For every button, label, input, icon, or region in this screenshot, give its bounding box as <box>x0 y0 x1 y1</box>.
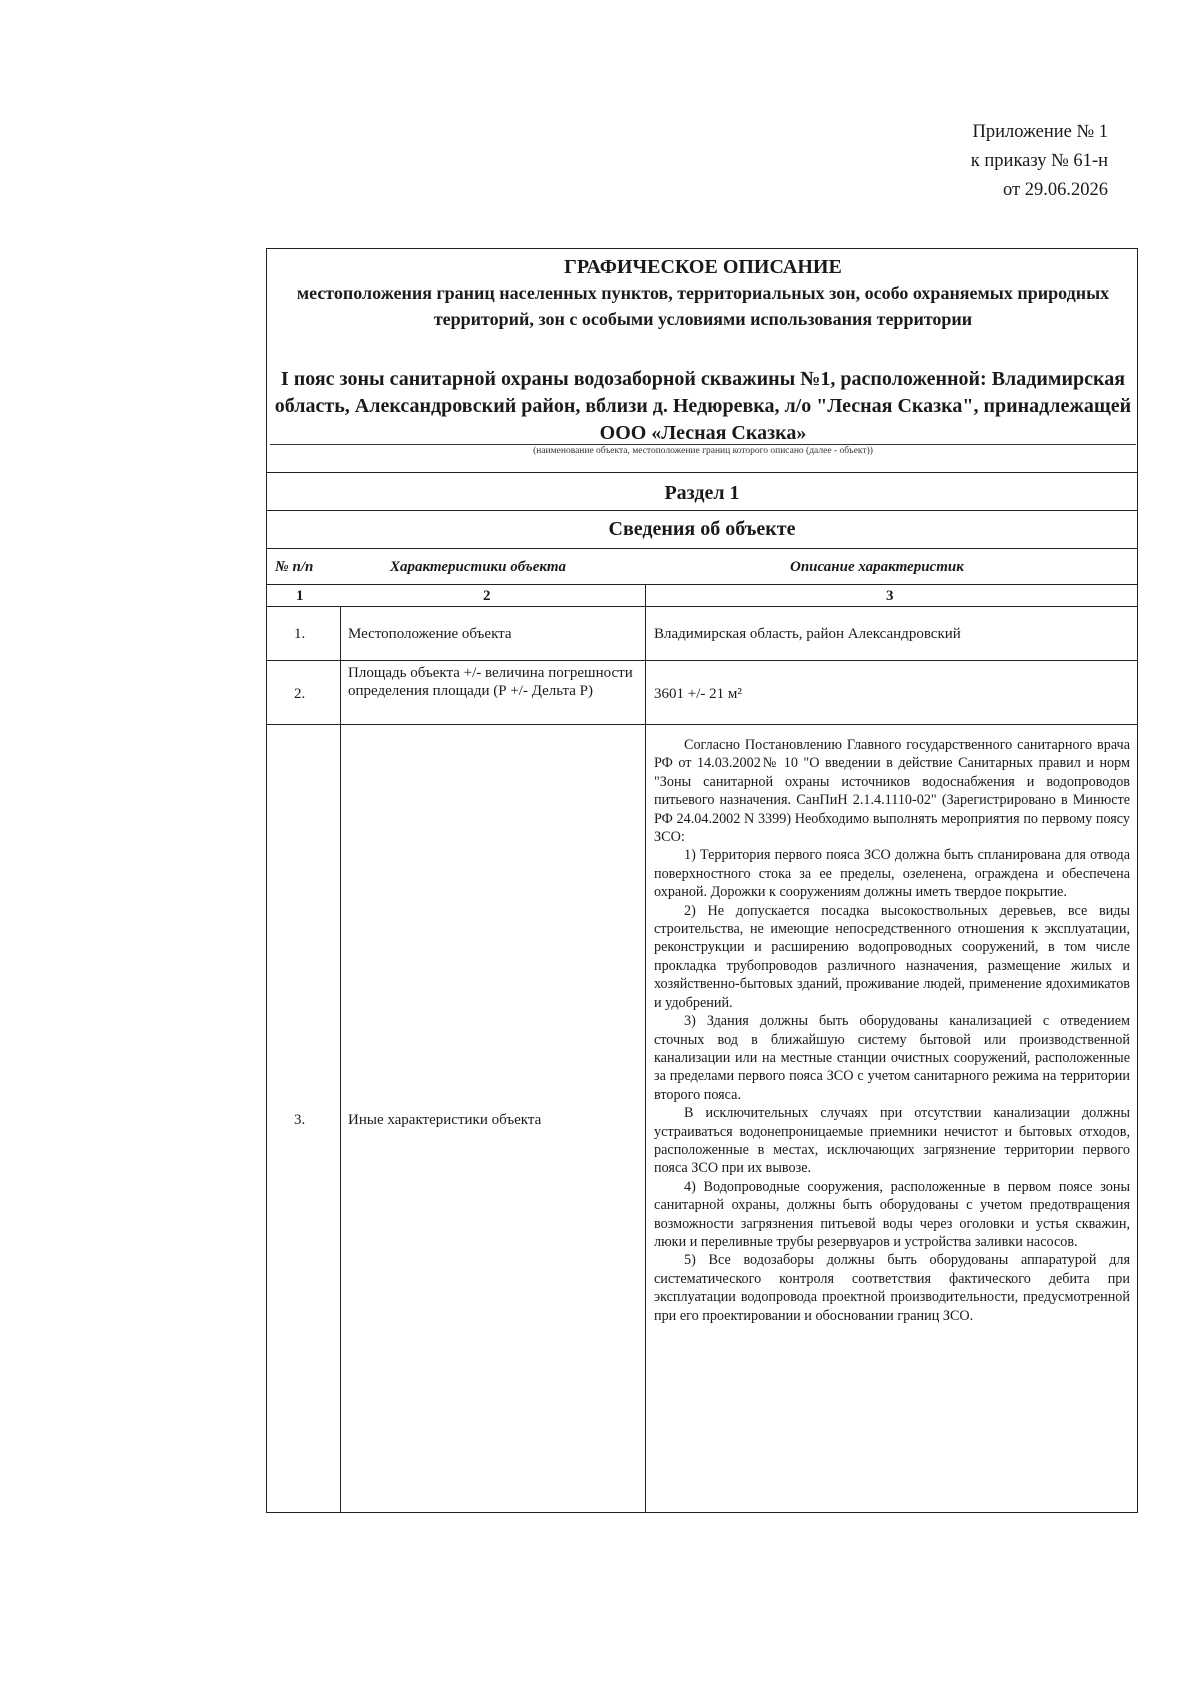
col-number-1: 1 <box>296 588 304 604</box>
col-header-characteristic: Характеристики объекта <box>390 559 566 575</box>
row-3-number: 3. <box>294 1112 306 1128</box>
col-header-description: Описание характеристик <box>790 559 964 575</box>
description-paragraph: 2) Не допускается посадка высокоствольных деревьев, все виды строительства, не имеющие непосредственного отношения к эксплуатации, реконструкции и расширению водопроводных сооружений, в том числе прокладка трубопроводов различного назначения, размещение жилых и хозяйственно-бытовых зданий, проживание людей, применение ядохимикатов и удобрений. <box>654 902 1130 1011</box>
section-subtitle: Сведения об объекте <box>608 518 796 540</box>
object-caption: (наименование объекта, местоположение границ которого описано (далее - объект)) <box>270 444 1136 456</box>
row-2-characteristic: Площадь объекта +/- величина погрешности определения площади (Р +/- Дельта Р) <box>348 665 633 699</box>
description-paragraph: 1) Территория первого пояса ЗСО должна быть спланирована для отвода поверхностного стока за ее пределы, озеленена, ограждена и обеспечена охраной. Дорожки к сооружениям должны иметь твердое покрытие. <box>654 847 1130 901</box>
col-number-2: 2 <box>483 588 491 604</box>
col-header-number: № п/п <box>275 559 314 575</box>
row-3-description <box>654 736 1130 1325</box>
row-1-number: 1. <box>294 626 306 642</box>
divider <box>266 1512 1138 1513</box>
col-number-3: 3 <box>886 588 894 604</box>
row-1-characteristic: Местоположение объекта <box>348 626 512 642</box>
appendix-line-3: от 29.06.2026 <box>1003 180 1108 200</box>
divider <box>266 660 1138 661</box>
document-subtitle: местоположения границ населенных пунктов, территориальных зон, особо охраняемых природных территорий, зон с особыми условиями использования территории <box>296 283 1110 329</box>
row-2-description: 3601 +/- 21 м² <box>654 686 742 702</box>
divider <box>266 606 1138 607</box>
description-paragraph: Согласно Постановлению Главного государственного санитарного врача РФ от 14.03.2002№ 10 "О введении в действие Санитарных правил и норм "Зоны санитарной охраны источников водоснабжения и водопроводов питьевого назначения. СанПиН 2.1.4.1110-02" (Зарегистрировано в Минюсте РФ 24.04.2002 N 3399) Необходимо выполнять мероприятия по первому поясу ЗСО: <box>654 737 1130 846</box>
document-title: ГРАФИЧЕСКОЕ ОПИСАНИЕ <box>564 256 842 278</box>
row-3-characteristic: Иные характеристики объекта <box>348 1112 542 1128</box>
appendix-line-1: Приложение № 1 <box>972 122 1108 142</box>
description-paragraph: 4) Водопроводные сооружения, расположенные в первом поясе зоны санитарной охраны, должны быть оборудованы с учетом предотвращения возможности загрязнения питьевой воды через оголовки и устья скважин, люки и переливные трубы резервуаров и устройства заливки насосов. <box>654 1178 1130 1250</box>
row-2-number: 2. <box>294 686 306 702</box>
divider <box>266 584 1138 585</box>
description-paragraph: В исключительных случаях при отсутствии канализации должны устраиваться водонепроницаемые приемники нечистот и бытовых отходов, расположенные в местах, исключающих загрязнение территории первого пояса ЗСО при их вывозе. <box>654 1105 1130 1177</box>
row-1-description: Владимирская область, район Александровский <box>654 626 961 642</box>
column-divider <box>340 606 341 1513</box>
appendix-line-2: к приказу № 61-н <box>970 151 1108 171</box>
appendix-reference <box>971 118 1108 205</box>
section-title: Раздел 1 <box>664 482 740 504</box>
description-paragraph: 3) Здания должны быть оборудованы канализацией с отведением сточных вод в ближайшую систему бытовой или производственной канализации или на местные станции очистных сооружений, расположенные за пределами первого пояса ЗСО с учетом санитарного режима на территории второго пояса. <box>654 1013 1130 1103</box>
divider <box>266 510 1138 511</box>
divider <box>266 472 1138 473</box>
divider <box>266 724 1138 725</box>
divider <box>266 548 1138 549</box>
object-name: I пояс зоны санитарной охраны водозаборной скважины №1, расположенной: Владимирская область, Александровский район, вблизи д. Недюревка, л/о "Лесная Сказка", принадлежащей ООО «Лесная Сказка» <box>274 368 1132 444</box>
description-paragraph: 5) Все водозаборы должны быть оборудованы аппаратурой для систематического контроля соответствия фактического дебита при эксплуатации водопровода проектной производительности, предусмотренной при его проектировании и обосновании границ ЗСО. <box>654 1252 1130 1324</box>
